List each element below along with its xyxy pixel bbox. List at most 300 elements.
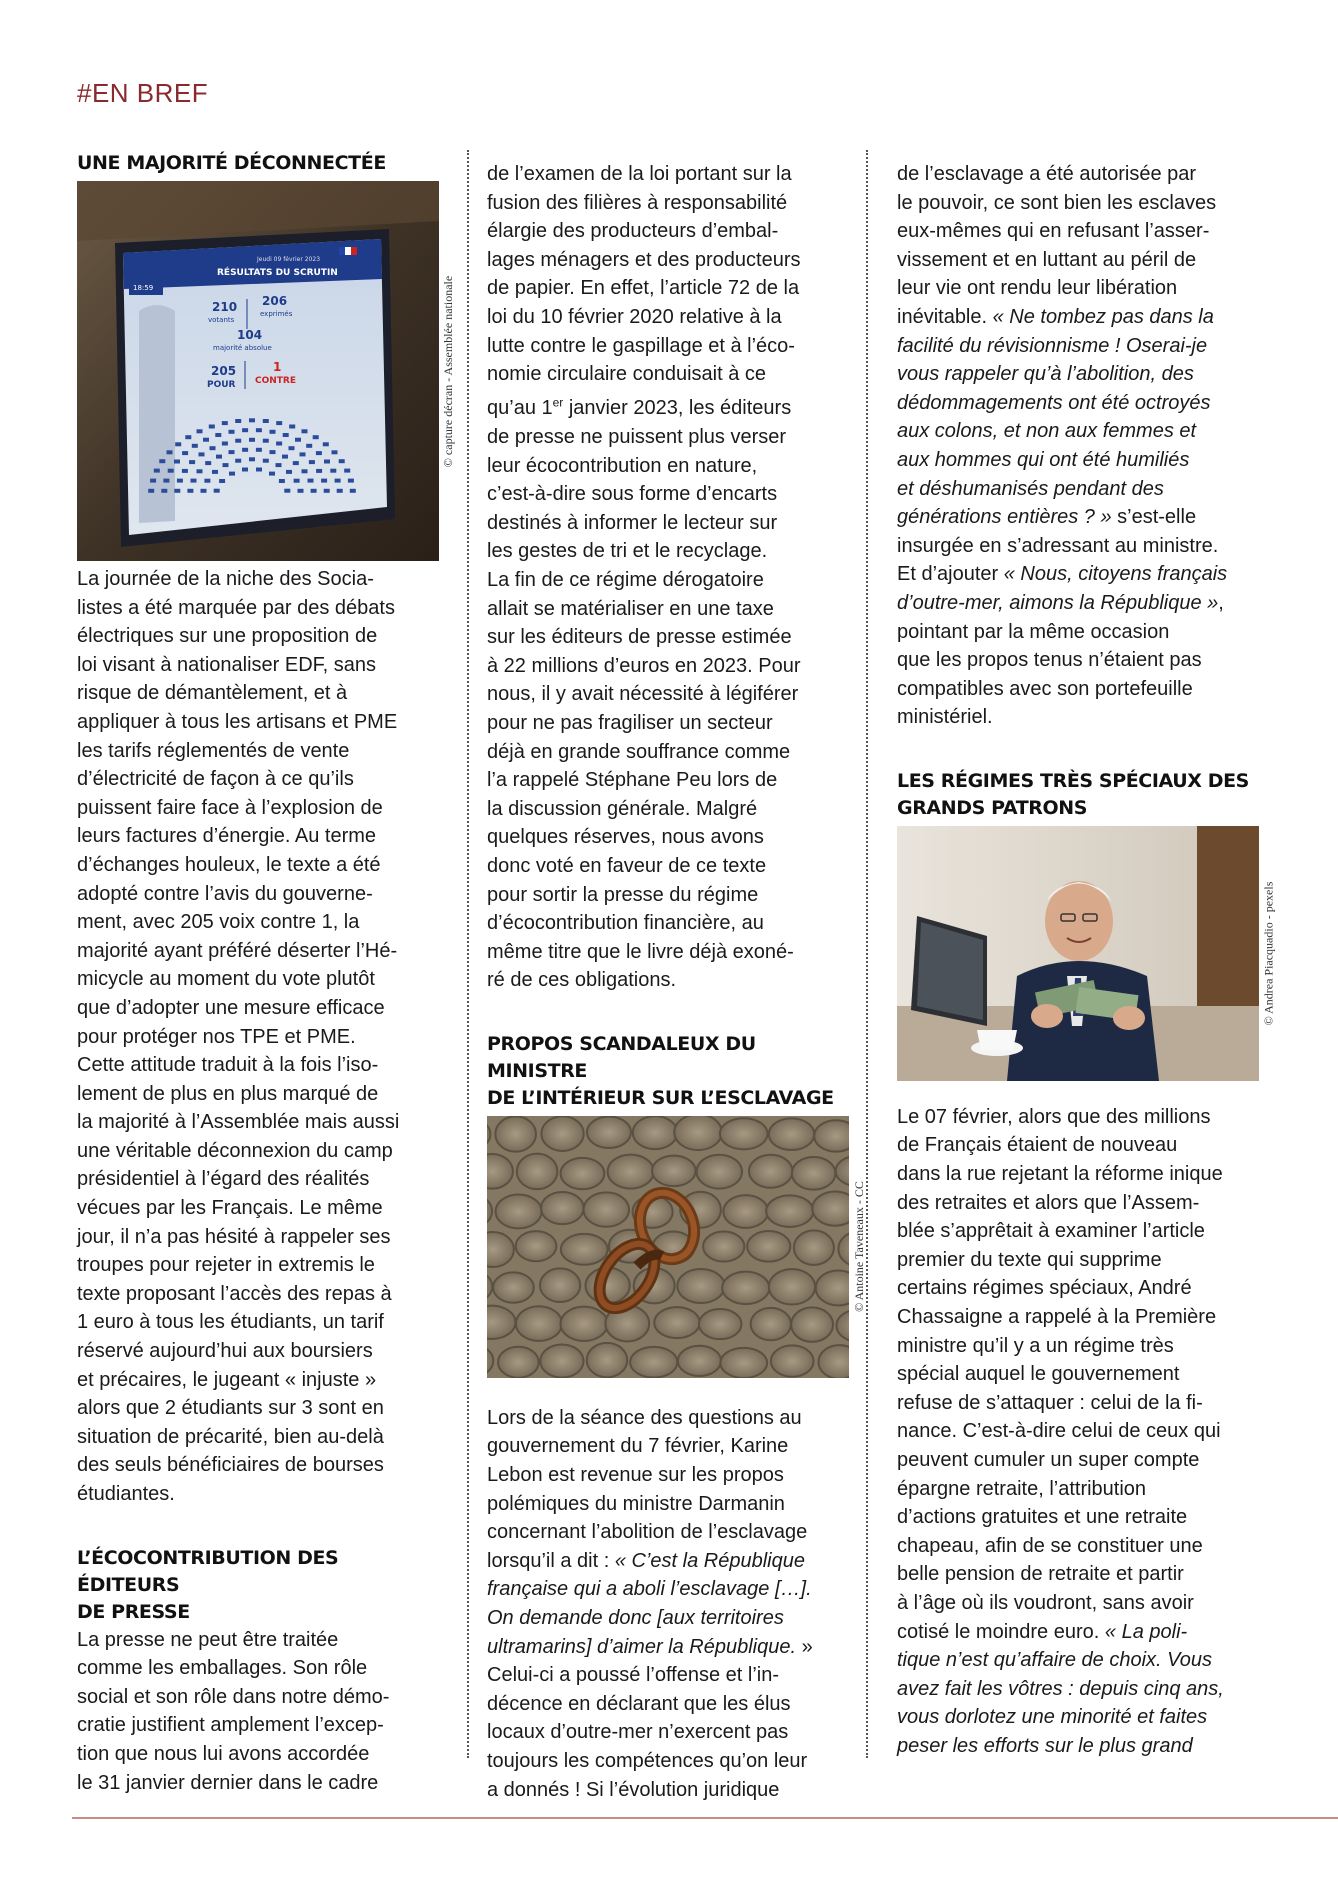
text-line: toujours les compétences qu’on leur [487,1750,808,1772]
hemicycle-seat [192,444,198,448]
hemicycle-seat [235,439,241,443]
hemicycle-seat [214,489,220,493]
text-line: c’est-à-dire sous forme d’encarts [487,483,778,506]
hemicycle-seat [279,479,285,483]
text-line: comme les emballages. Son rôle [77,1657,368,1680]
text-line: facilité du révisionnisme ! Oserai-je [897,334,1208,357]
hemicycle-seat [313,435,319,439]
hemicycle-seat [197,429,203,433]
svg-text:Jeudi 09 février 2023: Jeudi 09 février 2023 [257,256,321,263]
hemicycle-seat [229,472,235,476]
article-body [487,1404,849,1804]
hemicycle-seat [284,489,290,493]
hemicycle-seat [209,425,215,429]
hemicycle-seat [283,433,289,437]
text-line: que d’adopter une mesure efficace [77,996,385,1019]
text-line: que les propos tenus n’étaient pas [897,649,1202,672]
cobblestone [792,1157,836,1190]
hemicycle-seat [235,459,241,463]
text-line: loi du 10 février 2020 relative à la [487,305,782,328]
cobblestone [560,1306,607,1340]
text-line: de papier. En effet, l’article 72 de la [487,277,800,300]
hemicycle-seat [335,479,341,483]
text-line: On demande donc [aux territoires [487,1607,784,1630]
hemicycle-seat [289,425,295,429]
cobblestone [747,1231,790,1262]
article-headline [77,1545,439,1626]
hemicycle-seat [269,472,275,476]
cobblestone [541,1116,583,1151]
text-line: et déshumanisés pendant des [897,477,1164,500]
text-line: le 31 janvier dernier dans le cadre [77,1771,379,1794]
text-line: de Français étaient de nouveau [897,1134,1178,1157]
cobblestone [608,1155,654,1189]
hemicycle-seat [203,438,209,442]
text-line: tion que nous lui avons accordée [77,1742,370,1765]
text-line: insurgée en s’adressant au ministre. [897,534,1219,557]
text-line: majorité ayant préféré déserter l’Hé- [77,939,398,962]
hemicycle-seat [276,463,282,467]
cobblestone [699,1309,742,1339]
text-line: leur vie ont rendu leur libération [897,277,1178,300]
hemicycle-seat [263,439,269,443]
cobblestone [751,1308,791,1340]
text-line: La presse ne peut être traitée [77,1628,339,1651]
cobblestone [720,1118,768,1149]
cobblestone [516,1306,562,1341]
text-line: française qui a aboli l’esclavage […]. [487,1578,812,1601]
text-line: troupes pour rejeter in extremis le [77,1254,375,1277]
text-line: situation de précarité, bien au-delà [77,1425,384,1448]
cobblestone [674,1116,722,1150]
hemicycle-seat [174,489,180,493]
text-line: nance. C’est-à-dire celui de ceux qui [897,1420,1221,1443]
hemicycle-seat [187,489,193,493]
text-line: gouvernement du 7 février, Karine [487,1435,789,1458]
text-line: de presse ne puissent plus verser [487,426,787,448]
text-line: d’actions gratuites et une retraite [897,1506,1188,1529]
svg-text:RÉSULTATS DU SCRUTIN: RÉSULTATS DU SCRUTIN [217,268,338,278]
hemicycle-seat [270,430,276,434]
text-line: allait se matérialiser en une taxe [487,597,774,620]
cobblestone [791,1307,833,1341]
text-line: GRANDS PATRONS [897,796,1088,819]
text-line: belle pension de retraite et partir [897,1563,1184,1586]
text-line: générations entières ? » s’est-elle [897,506,1197,529]
hemicycle-seat [205,461,211,465]
article-body [77,565,439,1509]
article-body [897,160,1259,732]
text-line: d’échanges houleux, le texte a été [77,853,381,876]
text-line: l’a rappelé Stéphane Peu lors de [487,769,778,792]
text-line: la discussion générale. Malgré [487,797,758,820]
text-line: adopté contre l’avis du gouverne- [77,882,373,905]
text-line: 1 euro à tous les étudiants, un tarif [77,1311,384,1334]
text-line: eux-mêmes qui en refusant l’asser- [897,220,1210,243]
cobblestone [678,1346,721,1376]
hemicycle-seat [263,459,269,463]
hemicycle-seat [256,448,262,452]
hemicycle-seat [175,442,181,446]
photo-credit: © Antoine Taveneaux - CC [851,1181,866,1313]
hemicycle-seat [308,479,314,483]
text-line: inévitable. « Ne tombez pas dans la [897,305,1214,328]
text-line: déjà en grande souffrance comme [487,740,791,763]
hemicycle-seat [306,444,312,448]
cobblestone [766,1195,813,1227]
hemicycle-seat [215,433,221,437]
cobblestone [816,1270,849,1305]
hemicycle-seat [163,479,169,483]
hemicycle-seat [256,428,262,432]
text-line: Et d’ajouter « Nous, citoyens français [897,563,1228,586]
text-line: ment, avec 205 voix contre 1, la [77,911,360,934]
article-body [487,160,849,995]
text-line: concernant l’abolition de l’esclavage [487,1521,808,1544]
article-body [897,1103,1259,1761]
text-line: Chassaigne a rappelé à la Première [897,1306,1217,1329]
cobblestone [587,1116,631,1147]
cobblestone [723,1195,768,1228]
text-line: vécues par les Français. Le même [77,1197,383,1220]
hemicycle-seat [316,469,322,473]
hemicycle-seat [201,489,207,493]
text-line: DE PRESSE [77,1600,190,1623]
svg-text:104: 104 [237,328,263,342]
text-line: loi visant à nationaliser EDF, sans [77,653,377,676]
text-line: ré de ces obligations. [487,969,677,992]
hemicycle-seat [229,430,235,434]
text-line: de l’esclavage a été autorisée par [897,163,1197,185]
hemicycle-seat [212,470,218,474]
cobblestone [630,1347,677,1378]
hemicycle-seat [321,479,327,483]
hemicycle-seat [219,479,225,483]
hemicycle-seat [189,460,195,464]
text-line: qu’au 1er janvier 2023, les éditeurs [487,395,792,420]
hemicycle-seat [286,470,292,474]
svg-text:206: 206 [262,294,288,308]
hemicycle-seat [300,452,306,456]
text-line: des retraites et alors que l’Assem- [897,1191,1200,1214]
hemicycle-seat [332,450,338,454]
text-line: Celui-ci a poussé l’offense et l’in- [487,1664,780,1687]
hemicycle-seat [223,463,229,467]
text-line: lement de plus en plus marqué de [77,1082,379,1105]
text-line: réservé aujourd’hui aux boursiers [77,1340,373,1363]
text-line: pour ne pas fragiliser un secteur [487,711,773,734]
hemicycle-seat [150,479,156,483]
cobblestone [654,1307,699,1338]
hemicycle-seat [216,455,222,459]
text-line: social et son rôle dans notre démo- [77,1685,390,1708]
cobblestone [516,1231,557,1261]
text-line: épargne retraite, l’attribution [897,1477,1147,1500]
hemicycle-seat [348,479,354,483]
photo-credit: © Andrea Piacquadio - pexels [1261,881,1276,1026]
hemicycle-seat [350,489,356,493]
hemicycle-seat [323,442,329,446]
hemicycle-seat [294,479,300,483]
cobblestone [540,1344,583,1377]
text-line: fusion des filières à responsabilité [487,191,788,214]
text-line: destinés à informer le lecteur sur [487,511,778,534]
svg-text:POUR: POUR [207,380,236,390]
cobblestone [587,1343,627,1377]
photo-credit: © capture décran - Assemblée nationale [441,275,456,467]
cobblestone [495,1116,536,1151]
cobblestone [703,1231,744,1261]
text-line: locaux d’outre-mer n’exercent pas [487,1721,789,1744]
text-line: donc voté en faveur de ce texte [487,854,767,877]
hemicycle-seat [309,460,315,464]
hemicycle-seat [210,446,216,450]
hemicycle-seat [177,479,183,483]
text-line: les gestes de tri et le recyclage. [487,540,768,563]
text-line: L’ÉCOCONTRIBUTION DES ÉDITEURS [77,1546,339,1596]
text-line: une véritable déconnexion du camp [77,1139,393,1162]
cobblestone [697,1155,742,1189]
text-line: élargie des producteurs d’embal- [487,220,779,243]
article-headline: UNE MAJORITÉ DÉCONNECTÉE [77,152,386,174]
hemicycle-seat [159,459,165,463]
text-line: de l’examen de la loi portant sur la [487,163,792,185]
text-line: a donnés ! Si l’évolution juridique [487,1778,780,1801]
hemicycle-seat [154,469,160,473]
text-line: LES RÉGIMES TRÈS SPÉCIAUX DES [897,769,1249,792]
text-line: ministre qu’il y a un régime très [897,1334,1174,1357]
text-line: nous, il y avait nécessité à légiférer [487,683,799,706]
text-line: lutte contre le gaspillage et à l’éco- [487,334,795,357]
hemicycle-seat [339,459,345,463]
text-line: appliquer à tous les artisans et PME [77,710,398,733]
text-line: nomie circulaire conduisait à ce [487,363,767,386]
text-line: vous rappeler qu’à l’abolition, des [897,363,1194,386]
text-line: risque de démantèlement, et à [77,682,348,705]
hemicycle-seat [311,489,317,493]
hemicycle-seat [168,469,174,473]
text-line: Le 07 février, alors que des millions [897,1105,1211,1128]
rubric-title: #EN BREF [77,78,209,108]
hemicycle-seat [270,450,276,454]
text-line: décence en déclarant que les élus [487,1692,791,1715]
hemicycle-seat [204,479,210,483]
text-line: micycle au moment du vote plutôt [77,968,375,991]
hemicycle-seat [298,489,304,493]
text-line: cotisé le moindre euro. « La poli- [897,1620,1188,1643]
cobblestone [584,1192,629,1226]
text-line: dédommagements ont été octroyés [897,391,1211,414]
text-line: même titre que le livre déjà exoné- [487,940,794,963]
text-line: étudiantes. [77,1483,175,1505]
text-line: Lors de la séance des questions au [487,1406,802,1429]
hemicycle-seat [282,455,288,459]
text-line: texte proposant l’accès des repas à [77,1282,392,1305]
text-line: leur écocontribution en nature, [487,454,758,477]
text-line: vous dorlotez une minorité et faites [897,1706,1208,1729]
text-line: ultramarins] d’aimer la République. » [487,1635,813,1658]
hemicycle-seat [242,468,248,472]
text-line: compatibles avec son portefeuille [897,677,1193,700]
cobblestone [496,1194,542,1228]
hemicycle-seat [263,419,269,423]
svg-text:1: 1 [273,360,282,374]
hemicycle-seat [161,489,167,493]
text-line: pour protéger nos TPE et PME. [77,1025,356,1048]
text-line: électriques sur une proposition de [77,625,378,648]
hemicycle-seat [330,469,336,473]
text-line: à 22 millions d’euros en 2023. Pour [487,654,801,677]
hemicycle-seat [249,418,255,422]
column-separator [467,150,469,1758]
hemicycle-seat [276,421,282,425]
footer-rule [72,1817,1338,1819]
text-line: cratie justifient amplement l’excep- [77,1714,384,1737]
svg-text:majorité absolue: majorité absolue [213,344,272,352]
businessman-image [897,826,1259,1081]
hemicycle-seat [344,469,350,473]
text-line: leurs factures d’énergie. Au terme [77,825,377,848]
hemicycle-seat [302,469,308,473]
hemicycle-seat [174,460,180,464]
svg-text:exprimés: exprimés [260,310,293,318]
text-line: alors que 2 étudiants sur 3 sont en [77,1397,384,1420]
cobblestone [561,1234,608,1265]
svg-text:18:59: 18:59 [133,284,154,292]
hemicycle-seat [316,451,322,455]
hemicycle-seat [167,450,173,454]
cobblestone [541,1192,584,1224]
cobblestone [677,1269,724,1303]
svg-text:210: 210 [212,300,238,314]
text-line: présidentiel à l’égard des réalités [77,1168,370,1191]
cobblestone [814,1120,849,1151]
text-line: d’outre-mer, aimons la République », [897,591,1224,614]
hemicycle-seat [242,448,248,452]
text-line: les tarifs réglementés de vente [77,739,350,762]
text-line: lages ménagers et des producteurs [487,248,801,271]
text-line: certains régimes spéciaux, André [897,1277,1192,1300]
column-separator [866,150,868,1758]
text-line: lorsqu’il a dit : « C’est la République [487,1549,805,1572]
text-line: pour sortir la presse du régime [487,883,759,906]
text-line: DE L’INTÉRIEUR SUR L’ESCLAVAGE [487,1086,834,1109]
cobblestone [561,1158,605,1189]
text-line: sur les éditeurs de presse estimée [487,626,792,649]
text-line: peser les efforts sur le plus grand [897,1734,1193,1757]
hemicycle-seat [242,428,248,432]
column-2 [487,160,866,1804]
shackle-photo [487,1116,870,1378]
text-line: spécial auquel le gouvernement [897,1363,1180,1386]
article-body [77,1626,439,1798]
text-line: chapeau, afin de se constituer une [897,1534,1203,1557]
hemicycle-seat [185,435,191,439]
text-line: refuse de s’attaquer : celui de la fi- [897,1391,1203,1414]
hemicycle-seat [148,489,154,493]
cobblestone [540,1268,580,1302]
hemicycle-seat [199,452,205,456]
hemicycle-seat [229,450,235,454]
article-headline [897,768,1259,822]
hemicycle-seat [182,451,188,455]
vote-screen-photo [77,181,460,561]
text-line: pointant par la même occasion [897,620,1170,643]
text-line: blée s’apprêtait à examiner l’article [897,1220,1205,1243]
hemicycle-seat [249,438,255,442]
hemicycle-seat [197,469,203,473]
text-line: ministériel. [897,706,993,729]
text-line: quelques réserves, nous avons [487,826,764,849]
text-line: Cette attitude traduit à la fois l’iso- [77,1054,379,1077]
text-line: aux hommes qui ont été humiliés [897,448,1190,471]
text-line: peuvent cumuler un super compte [897,1449,1200,1471]
hemicycle-seat [222,442,228,446]
text-line: à l’âge où ils voudront, sans avoir [897,1591,1194,1614]
text-line: listes a été marquée par des débats [77,596,395,619]
cobblestone [722,1271,769,1303]
text-line: PROPOS SCANDALEUX DU MINISTRE [487,1032,756,1082]
vote-screen-image [77,181,439,561]
cobblestone [769,1118,814,1150]
article-headline [487,1031,849,1112]
shackle-image [487,1116,849,1378]
hemicycle-seat [256,468,262,472]
hemicycle-seat [324,489,330,493]
cobblestone [720,1348,767,1378]
hemicycle-seat [191,479,197,483]
hemicycle-seat [222,421,228,425]
text-line: et précaires, le jugeant « injuste » [77,1368,377,1391]
column-1 [77,150,456,1797]
cobblestone [652,1155,696,1186]
svg-text:205: 205 [211,364,237,378]
hemicycle-seat [289,446,295,450]
svg-text:votants: votants [208,316,235,324]
cobblestone [498,1347,539,1378]
cobblestone [749,1155,793,1188]
text-line: polémiques du ministre Darmanin [487,1492,785,1515]
text-line: puissent faire face à l’explosion de [77,796,383,819]
hemicycle-seat [337,489,343,493]
text-line: des seuls bénéficiaires de bourses [77,1454,384,1477]
text-line: d’électricité de façon à ce qu’ils [77,768,354,791]
cobblestone [633,1116,677,1149]
text-line: aux colons, et non aux femmes et [897,420,1197,443]
hemicycle-seat [235,419,241,423]
cobblestone [769,1269,815,1304]
text-line: Lebon est revenue sur les propos [487,1464,784,1487]
svg-text:CONTRE: CONTRE [255,376,297,386]
text-line: dans la rue rejetant la réforme inique [897,1163,1223,1186]
column-3 [897,160,1276,1761]
text-line: d’écocontribution financière, au [487,912,764,935]
hemicycle-seat [302,429,308,433]
cobblestone [771,1345,814,1376]
hemicycle-seat [182,469,188,473]
cobblestone [794,1230,834,1265]
text-line: premier du texte qui supprime [897,1248,1162,1271]
hemicycle-seat [293,461,299,465]
text-line: vissement et en luttant au péril de [897,248,1197,271]
hemicycle-seat [295,438,301,442]
text-line: avez fait les vôtres : depuis cinq ans, [897,1677,1224,1700]
text-line: le pouvoir, ce sont bien les esclaves [897,191,1217,214]
cobblestone [493,1272,534,1302]
text-line: jour, il n’a pas hésité à rappeler ses [77,1225,391,1248]
hemicycle-seat [324,460,330,464]
businessman-photo [897,826,1280,1081]
